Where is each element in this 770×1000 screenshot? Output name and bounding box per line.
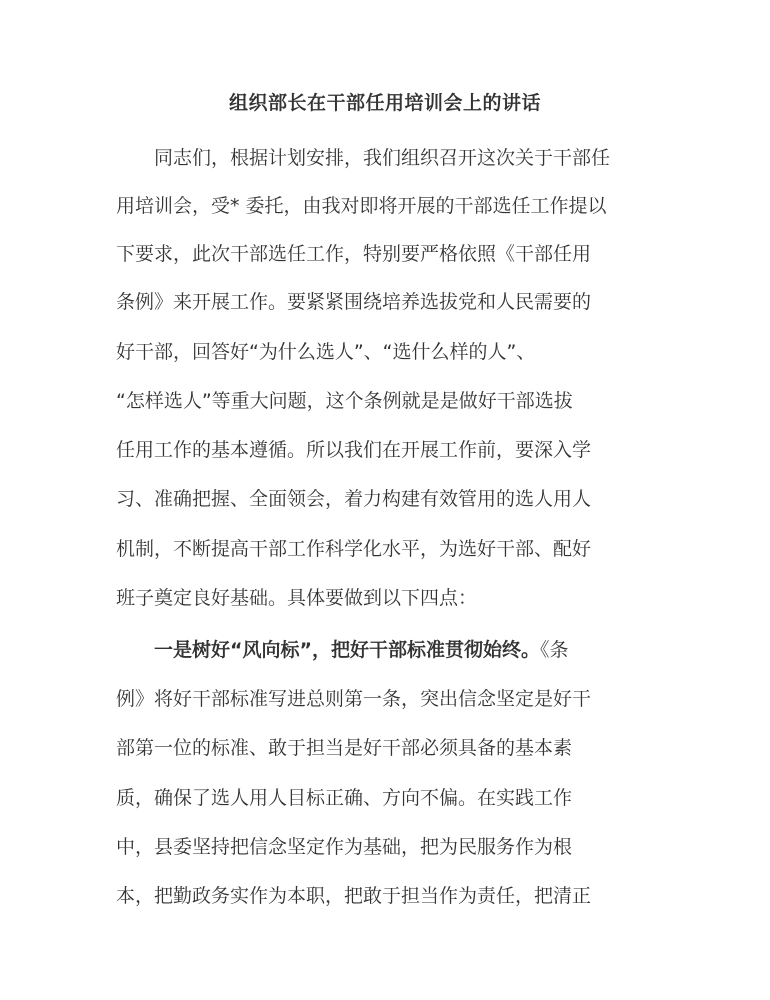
paragraph-line: 例》将好干部标准写进总则第一条，突出信念坚定是好干 [116, 688, 592, 710]
paragraph-line: 好干部，回答好“为什么选人”、“选什么样的人”、 [116, 341, 536, 363]
paragraph-line: 条例》来开展工作。要紧紧围绕培养选拔党和人民需要的 [116, 291, 592, 313]
paragraph-line: 任用工作的基本遵循。所以我们在开展工作前，要深入学 [116, 439, 592, 461]
point-one-lead: 《条 [539, 639, 569, 661]
paragraph-line: 用培训会，受* 委托，由我对即将开展的干部选任工作提以 [116, 195, 607, 217]
paragraph-line: 同志们，根据计划安排，我们组织召开这次关于干部任 [154, 147, 611, 169]
point-one-heading: 一是树好“风向标”，把好干部标准贯彻始终。 [154, 639, 540, 661]
paragraph-line: 本，把勤政务实作为本职，把敢于担当作为责任，把清正 [116, 885, 592, 907]
paragraph-line: 班子奠定良好基础。具体要做到以下四点： [116, 587, 478, 609]
document-title: 组织部长在干部任用培训会上的讲话 [228, 92, 541, 114]
paragraph-line: 中，县委坚持把信念坚定作为基础，把为民服务作为根 [116, 836, 573, 858]
point-one-first-line [154, 638, 569, 662]
paragraph-line: 机制，不断提高干部工作科学化水平，为选好干部、配好 [116, 538, 592, 560]
paragraph-line: 质，确保了选人用人目标正确、方向不偏。在实践工作 [116, 787, 573, 809]
paragraph-line: 习、准确把握、全面领会，着力构建有效管用的选人用人 [116, 488, 592, 510]
paragraph-line: “怎样选人”等重大问题，这个条例就是是做好干部选拔 [116, 390, 573, 412]
paragraph-line: 部第一位的标准、敢于担当是好干部必须具备的基本素 [116, 737, 573, 759]
paragraph-line: 下要求，此次干部选任工作，特别要严格依照《干部任用 [116, 243, 592, 265]
